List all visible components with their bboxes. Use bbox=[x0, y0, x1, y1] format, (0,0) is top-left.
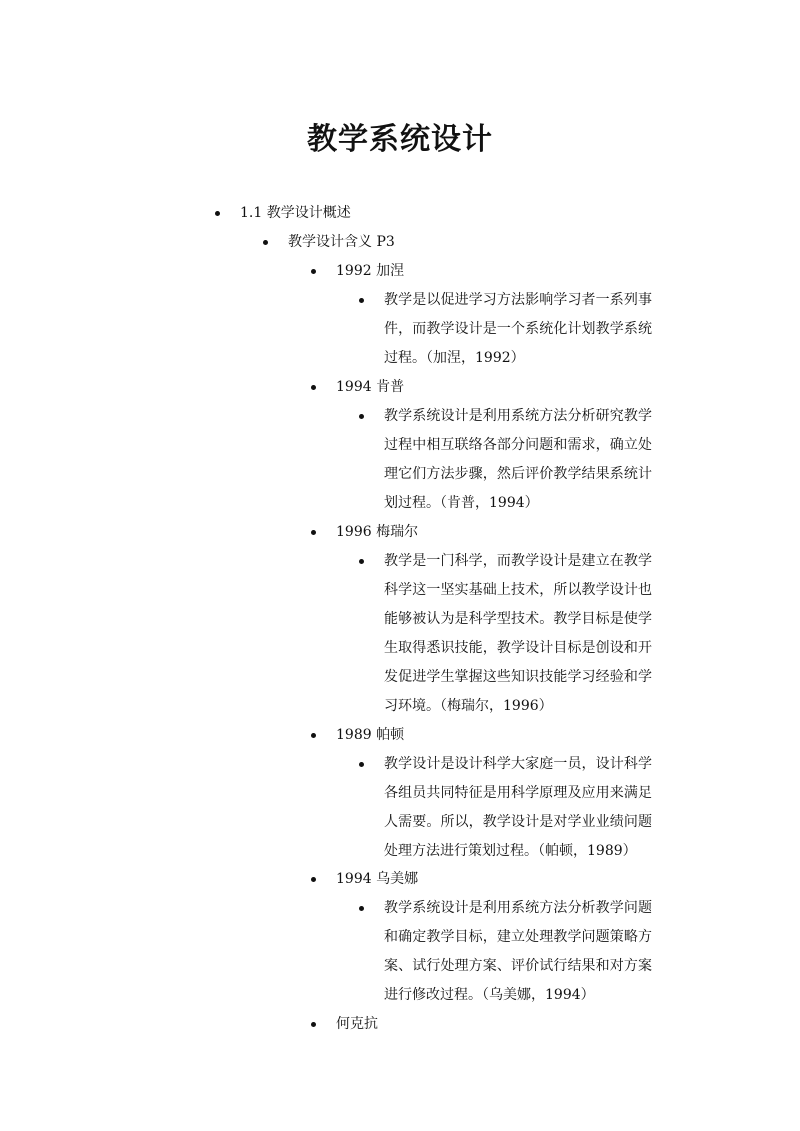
entry-heading: 1994 肯普 bbox=[336, 379, 405, 395]
bullet-icon bbox=[311, 733, 316, 738]
entry-text: 教学系统设计是利用系统方法分析教学问题和确定教学目标，建立处理教学问题策略方案、试行处理方案、评价试行结果和对方案进行修改过程。（乌美娜，1994） bbox=[384, 900, 652, 1003]
bullet-icon bbox=[215, 211, 220, 216]
entry-heading: 何克抗 bbox=[336, 1016, 378, 1032]
section-heading: 1.1 教学设计概述 bbox=[240, 205, 351, 221]
bullet-icon bbox=[311, 877, 316, 882]
bullet-icon bbox=[359, 559, 364, 564]
bullet-icon bbox=[359, 298, 364, 303]
page-title: 教学系统设计 bbox=[307, 122, 493, 157]
entry-text: 教学是以促进学习方法影响学习者一系列事件，而教学设计是一个系统化计划教学系统过程。（加涅，1992） bbox=[384, 292, 652, 366]
entry-heading: 1996 梅瑞尔 bbox=[336, 524, 419, 540]
bullet-icon bbox=[359, 762, 364, 767]
entry-text: 教学是一门科学，而教学设计是建立在教学科学这一坚实基础上技术，所以教学设计也能够被认为是科学型技术。教学目标是使学生取得悉识技能，教学设计目标是创设和开发促进学生掌握这些知识技能学习经验和学习环境。（梅瑞尔，1996） bbox=[384, 553, 652, 714]
bullet-icon bbox=[311, 1022, 316, 1027]
entry-heading: 1992 加涅 bbox=[336, 263, 405, 279]
entry-heading: 1994 乌美娜 bbox=[336, 871, 419, 887]
bullet-icon bbox=[311, 269, 316, 274]
bullet-icon bbox=[311, 530, 316, 535]
subsection-heading: 教学设计含义 P3 bbox=[288, 234, 395, 250]
bullet-icon bbox=[311, 385, 316, 390]
entry-text: 教学设计是设计科学大家庭一员，设计科学各组员共同特征是用科学原理及应用来满足人需要。所以，教学设计是对学业业绩问题处理方法进行策划过程。（帕顿，1989） bbox=[384, 756, 652, 859]
bullet-icon bbox=[359, 906, 364, 911]
entry-heading: 1989 帕顿 bbox=[336, 727, 405, 743]
bullet-icon bbox=[359, 414, 364, 419]
entry-text: 教学系统设计是利用系统方法分析研究教学过程中相互联络各部分问题和需求，确立处理它们方法步骤，然后评价教学结果系统计划过程。（肯普，1994） bbox=[384, 408, 652, 511]
bullet-icon bbox=[263, 240, 268, 245]
